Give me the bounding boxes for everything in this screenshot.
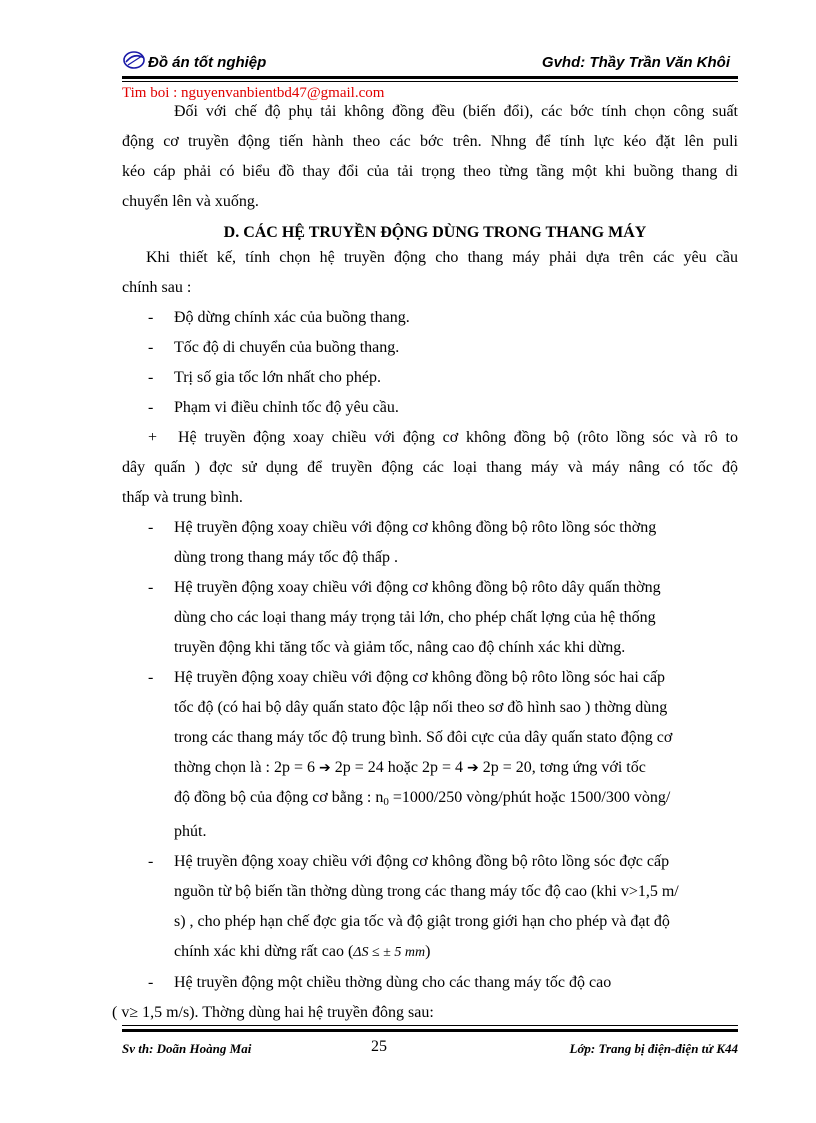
list-item: [122, 333, 738, 363]
text-line: thờng chọn là : 2p = 6: [174, 759, 320, 776]
intro-line: Khi thiết kế, tính chọn hệ truyền động cho thang máy phải dựa trên các yêu cầu: [146, 249, 738, 266]
dash-marker: -: [148, 519, 154, 536]
header-divider-thick: [122, 76, 738, 79]
paragraph-line: chuyển lên và xuống.: [122, 193, 259, 210]
text-line: dùng trong thang máy tốc độ thấp .: [174, 549, 398, 566]
paragraph-line: động cơ truyền động tiến hành theo các bớc trên. Nhng để tính lực kéo đặt lên puli: [122, 133, 738, 150]
dash-marker: -: [148, 369, 154, 386]
plus-marker: +: [148, 429, 158, 446]
text-line: chính xác khi dừng rất cao (: [174, 943, 354, 960]
text-line: 2p = 24 hoặc 2p = 4: [330, 759, 468, 776]
section-heading: D. CÁC HỆ TRUYỀN ĐỘNG DÙNG TRONG THANG MÁY: [223, 224, 647, 241]
text-line: dùng cho các loại thang máy trọng tải lớn, cho phép chất lợng của hệ thống: [174, 609, 656, 626]
list-item-text: Độ dừng chính xác của buồng thang.: [174, 309, 410, 326]
document-title: Đồ án tốt nghiệp: [148, 54, 267, 71]
list-item: [122, 363, 738, 393]
text-line: độ đồng bộ của động cơ bằng : n: [174, 789, 384, 806]
footer-divider-thick: [122, 1029, 738, 1032]
contact-email-line: Tim boi : nguyenvanbientbd47@gmail.com: [122, 85, 385, 101]
list-item: [122, 393, 738, 423]
dash-marker: -: [148, 669, 154, 686]
paragraph-line: Đối với chế độ phụ tải không đồng đều (biến đổi), các bớc tính chọn công suất: [174, 103, 738, 120]
dash-marker: -: [148, 974, 154, 991]
text-line: s) , cho phép hạn chế đợc gia tốc và độ giật trong giới hạn cho phép và đạt độ: [174, 913, 670, 930]
tolerance-formula: ΔS ≤ ± 5 mm: [353, 945, 426, 960]
header-divider-thin: [122, 81, 738, 82]
list-item: [122, 573, 738, 663]
arrow-right-icon: ➔: [319, 760, 331, 776]
paragraph-line: kéo cáp phải có biểu đồ thay đổi của tải trọng theo từng tầng một khi buồng thang di: [122, 163, 738, 180]
supervisor-label: Gvhd: Thầy Trần Văn Khôi: [541, 54, 730, 71]
plus-paragraph-line: [122, 423, 738, 453]
list-item: [122, 513, 738, 573]
page-header: [122, 46, 738, 76]
text-line: nguồn từ bộ biến tần thờng dùng trong các thang máy tốc độ cao (khi v>1,5 m/: [174, 883, 679, 900]
list-item-text: [174, 573, 738, 663]
page-body: [112, 97, 738, 1028]
text-line: trong các thang máy tốc độ trung bình. Số đôi cực của dây quấn stato động cơ: [174, 729, 673, 746]
list-item: [122, 847, 738, 968]
plus-paragraph-line: thấp và trung bình.: [122, 489, 243, 506]
text-line: truyền động khi tăng tốc và giảm tốc, nâng cao độ chính xác khi dừng.: [174, 639, 626, 656]
text-line: Hệ truyền động xoay chiều với động cơ không đồng bộ rôto dây quấn thờng: [174, 579, 661, 596]
list-item-text: Hệ truyền động một chiều thờng dùng cho các thang máy tốc độ cao: [174, 974, 612, 991]
text-line: Hệ truyền động xoay chiều với động cơ không đồng bộ rôto lồng sóc thờng: [174, 519, 657, 536]
list-item-text: [174, 663, 738, 847]
dash-marker: -: [148, 853, 154, 870]
list-item: [122, 968, 738, 998]
dash-marker: -: [148, 309, 154, 326]
text-line: tốc độ (có hai bộ dây quấn stato độc lập nối theo sơ đồ hình sao ) thờng dùng: [174, 699, 668, 716]
paragraph-line: ( v≥ 1,5 m/s). Thờng dùng hai hệ truyền đông sau:: [112, 1004, 434, 1021]
subscript: 0: [383, 796, 389, 808]
list-item-text: Trị số gia tốc lớn nhất cho phép.: [174, 369, 381, 386]
dash-marker: -: [148, 399, 154, 416]
footer-divider-thin: [122, 1025, 738, 1026]
list-item-text: [174, 513, 738, 573]
text-line: phút.: [174, 823, 207, 840]
arrow-right-icon: ➔: [467, 760, 479, 776]
text-line: ): [425, 943, 431, 960]
page-number: 25: [371, 1038, 387, 1055]
footer-author: Sv th: Doãn Hoàng Mai: [122, 1041, 252, 1056]
list-item-text: [174, 847, 738, 968]
text-line: Hệ truyền động xoay chiều với động cơ không đồng bộ rôto lồng sóc đợc cấp: [174, 853, 670, 870]
list-item-text: Phạm vi điều chỉnh tốc độ yêu cầu.: [174, 399, 399, 416]
plus-paragraph-text: Hệ truyền động xoay chiều với động cơ không đồng bộ (rôto lồng sóc và rô to: [178, 429, 738, 446]
text-line: =1000/250 vòng/phút hoặc 1500/300 vòng/: [388, 789, 671, 806]
intro-line: chính sau :: [122, 279, 192, 296]
list-item-text: Tốc độ di chuyển của buồng thang.: [174, 339, 400, 356]
list-item: [122, 663, 738, 847]
list-item: [122, 303, 738, 333]
footer-class: Lớp: Trang bị điện-điện tử K44: [569, 1041, 738, 1056]
plus-paragraph-line: dây quấn ) đợc sử dụng để truyền động các loại thang máy và máy nâng có tốc độ: [122, 459, 738, 476]
dash-marker: -: [148, 339, 154, 356]
text-line: Hệ truyền động xoay chiều với động cơ không đồng bộ rôto lồng sóc hai cấp: [174, 669, 666, 686]
dash-marker: -: [148, 579, 154, 596]
text-line: 2p = 20, tơng ứng với tốc: [478, 759, 646, 776]
thesis-logo-icon: [122, 48, 150, 70]
